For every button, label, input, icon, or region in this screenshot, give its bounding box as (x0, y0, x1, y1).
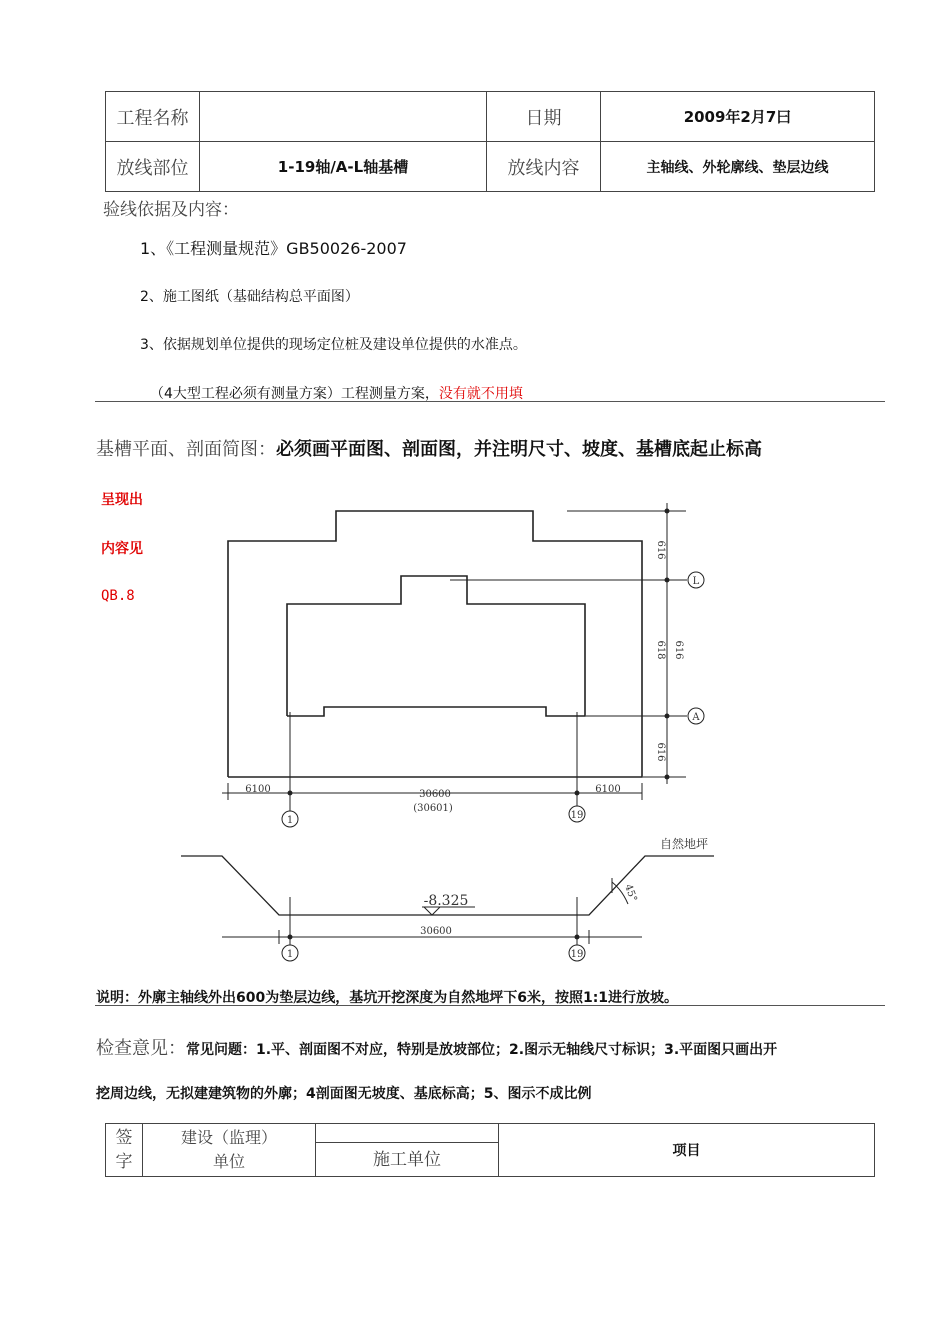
project-label: 项目 (672, 1143, 701, 1159)
section-axis-1: 1 (286, 949, 294, 960)
build-label-1: 建设（监理） (180, 1128, 277, 1147)
location-value[interactable]: 1-19轴/A-L轴基槽 (200, 142, 487, 192)
basis-item-2: 2、施工图纸（基础结构总平面图） (140, 289, 359, 305)
build-unit-cell (143, 1124, 316, 1177)
dim-mid-sub: (30601) (413, 803, 453, 814)
side-note-3: QB.8 (101, 588, 135, 604)
axis-19-label: 19 (570, 810, 584, 821)
ground-label: 自然地坪 (659, 837, 709, 851)
location-label: 放线部位 (106, 142, 200, 192)
build-label-2: 单位 (212, 1152, 245, 1171)
section-dim: 30600 (420, 926, 452, 937)
divider-2 (95, 1005, 885, 1006)
dim-right: 6100 (595, 784, 621, 795)
basis-item-3: 3、依据规划单位提供的现场定位桩及建设单位提供的水准点。 (140, 337, 527, 353)
explanation-text: 说明：外廓主轴线外出600为垫层边线，基坑开挖深度为自然地坪下6米，按照1:1进行放坡。 (96, 990, 679, 1006)
side-note-2: 内容见 (101, 541, 143, 557)
content-label: 放线内容 (487, 142, 601, 192)
date-value[interactable]: 2009年2月7曰 (601, 92, 875, 142)
construct-unit-cell[interactable] (316, 1124, 499, 1177)
dim-mid: 30600 (419, 789, 451, 800)
vert-dim-top: 616 (655, 540, 666, 560)
construct-label: 施工单位 (373, 1150, 441, 1170)
axis-1-label: 1 (286, 815, 294, 826)
inspection-line-1 (96, 1034, 777, 1060)
building-outline (287, 576, 585, 716)
basis-heading: 验线依据及内容： (103, 200, 239, 220)
slope-label: 45° (622, 882, 639, 904)
dim-left: 6100 (245, 784, 271, 795)
survey-plan-note-red: 没有就不用填 (438, 386, 523, 402)
content-value[interactable]: 主轴线、外轮廓线、垫层边线 (601, 142, 875, 192)
survey-plan-note-black: （4大型工程必须有测量方案）工程测量方案， (150, 386, 439, 402)
section-axis-19: 19 (570, 949, 584, 960)
vert-dim-bot: 616 (655, 742, 666, 762)
sign-label-cell (106, 1124, 143, 1177)
date-label: 日期 (487, 92, 601, 142)
sketch-label: 基槽平面、剖面简图： (96, 439, 276, 460)
vert-dim-mid: 618 (655, 640, 666, 660)
side-note-1: 呈现出 (101, 492, 143, 508)
project-cell[interactable] (499, 1124, 875, 1177)
axis-A-label: A (692, 712, 700, 723)
inspection-text-2: 挖周边线，无拟建建筑物的外廓；4剖面图无坡度、基底标高；5、图示不成比例 (96, 1086, 592, 1102)
inspection-text-1: 常见问题：1.平、剖面图不对应，特别是放坡部位；2.图示无轴线尺寸标识；3.平面图只画出开 (186, 1042, 778, 1058)
basis-item-1: 1、《工程测量规范》GB50026-2007 (140, 239, 407, 258)
inspection-label: 检查意见： (96, 1038, 186, 1059)
elevation-label: -8.325 (423, 893, 469, 909)
signature-table (105, 1123, 875, 1177)
vert-dim-mid2: 616 (673, 640, 684, 660)
sign-label-2: 字 (115, 1152, 133, 1172)
project-name-label: 工程名称 (106, 92, 200, 142)
sketch-requirement: 必须画平面图、剖面图，并注明尺寸、坡度、基槽底起止标高 (276, 439, 762, 460)
axis-L-label: L (692, 576, 700, 587)
sign-label-1: 签 (115, 1128, 133, 1148)
